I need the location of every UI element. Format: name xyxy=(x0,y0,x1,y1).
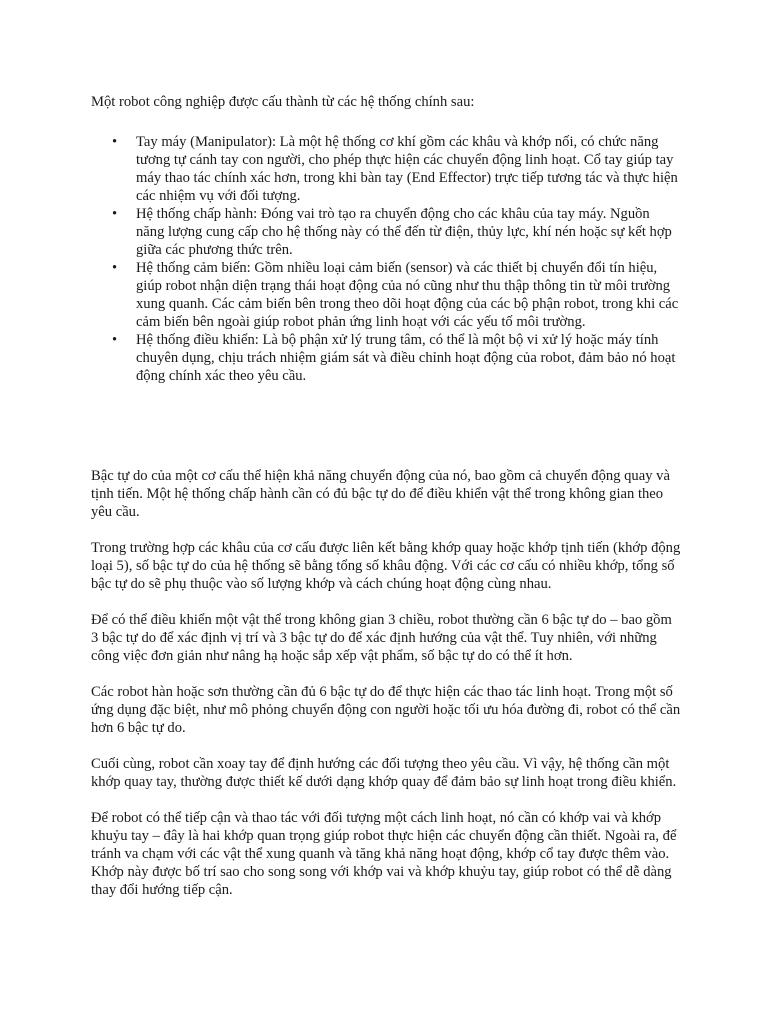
list-item-text: Hệ thống cảm biến: Gồm nhiều loại cảm biến (sensor) và các thiết bị chuyển đổi tín hiệu, giúp robot nhận diện trạng thái hoạt động của nó cũng như thu thập thông tin từ môi trường xung quanh. Các cảm biến bên trong theo dõi hoạt động của các bộ phận robot, trong khi các cảm biến bên ngoài giúp robot phản ứng linh hoạt với các yếu tố môi trường. xyxy=(136,260,679,330)
paragraph: Để robot có thể tiếp cận và thao tác với đối tượng một cách linh hoạt, nó cần có khớp vai và khớp khuỷu tay – đây là hai khớp quan trọng giúp robot thực hiện các chuyển động cần thiết. Ngoài ra, để tránh va chạm với các vật thể xung quanh và tăng khả năng hoạt động, khớp cổ tay được thêm vào. Khớp này được bố trí sao cho song song với khớp vai và khớp khuỷu tay, giúp robot có thể dễ dàng thay đổi hướng tiếp cận. xyxy=(91,810,677,898)
paragraph: Các robot hàn hoặc sơn thường cần đủ 6 bậc tự do để thực hiện các thao tác linh hoạt. Trong một số ứng dụng đặc biệt, như mô phỏng chuyển động con người hoặc tối ưu hóa đường đi, robot có thể cần hơn 6 bậc tự do. xyxy=(91,684,681,736)
list-item-manipulator xyxy=(112,133,681,205)
list-item-actuation xyxy=(112,205,681,259)
list-item-sensors xyxy=(112,259,681,331)
bullet-icon: • xyxy=(112,260,118,276)
paragraph: Để có thể điều khiển một vật thể trong không gian 3 chiều, robot thường cần 6 bậc tự do – bao gồm 3 bậc tự do để xác định vị trí và 3 bậc tự do để xác định hướng của vật thể. Tuy nhiên, với những công việc đơn giản như nâng hạ hoặc sắp xếp vật phẩm, số bậc tự do có thể ít hơn. xyxy=(91,612,672,664)
paragraph: Trong trường hợp các khâu của cơ cấu được liên kết bằng khớp quay hoặc khớp tịnh tiến (khớp động loại 5), số bậc tự do của hệ thống sẽ bằng tổng số khâu động. Với các cơ cấu có nhiều khớp, tổng số bậc tự do sẽ phụ thuộc vào số lượng khớp và cách chúng hoạt động cùng nhau. xyxy=(91,540,681,592)
list-item-control xyxy=(112,331,681,385)
bullet-icon: • xyxy=(112,206,118,222)
list-item-text: Hệ thống điều khiển: Là bộ phận xử lý trung tâm, có thể là một bộ vi xử lý hoặc máy tính chuyên dụng, chịu trách nhiệm giám sát và điều chỉnh hoạt động của robot, đảm bảo nó hoạt động chính xác theo yêu cầu. xyxy=(136,332,676,384)
paragraph: Cuối cùng, robot cần xoay tay để định hướng các đối tượng theo yêu cầu. Vì vậy, hệ thống cần một khớp quay tay, thường được thiết kế dưới dạng khớp quay để đảm bảo sự linh hoạt trong điều khiển. xyxy=(91,756,677,790)
intro-text: Một robot công nghiệp được cấu thành từ các hệ thống chính sau: xyxy=(91,94,475,110)
list-item-text: Tay máy (Manipulator): Là một hệ thống cơ khí gồm các khâu và khớp nối, có chức năng tương tự cánh tay con người, cho phép thực hiện các chuyển động linh hoạt. Cổ tay giúp tay máy thao tác chính xác hơn, trong khi bàn tay (End Effector) trực tiếp tương tác và thực hiện các nhiệm vụ với đối tượng. xyxy=(136,134,678,204)
paragraph: Bậc tự do của một cơ cấu thể hiện khả năng chuyển động của nó, bao gồm cả chuyển động quay và tịnh tiến. Một hệ thống chấp hành cần có đủ bậc tự do để điều khiển vật thể trong không gian theo yêu cầu. xyxy=(91,468,670,520)
document-page xyxy=(91,93,681,917)
degrees-of-freedom-section xyxy=(91,467,681,899)
bullet-icon: • xyxy=(112,134,118,150)
systems-list xyxy=(91,133,681,385)
bullet-icon: • xyxy=(112,332,118,348)
list-item-text: Hệ thống chấp hành: Đóng vai trò tạo ra chuyển động cho các khâu của tay máy. Nguồn năng lượng cung cấp cho hệ thống này có thể đến từ điện, thủy lực, khí nén hoặc sự kết hợp giữa các phương thức trên. xyxy=(136,206,672,258)
